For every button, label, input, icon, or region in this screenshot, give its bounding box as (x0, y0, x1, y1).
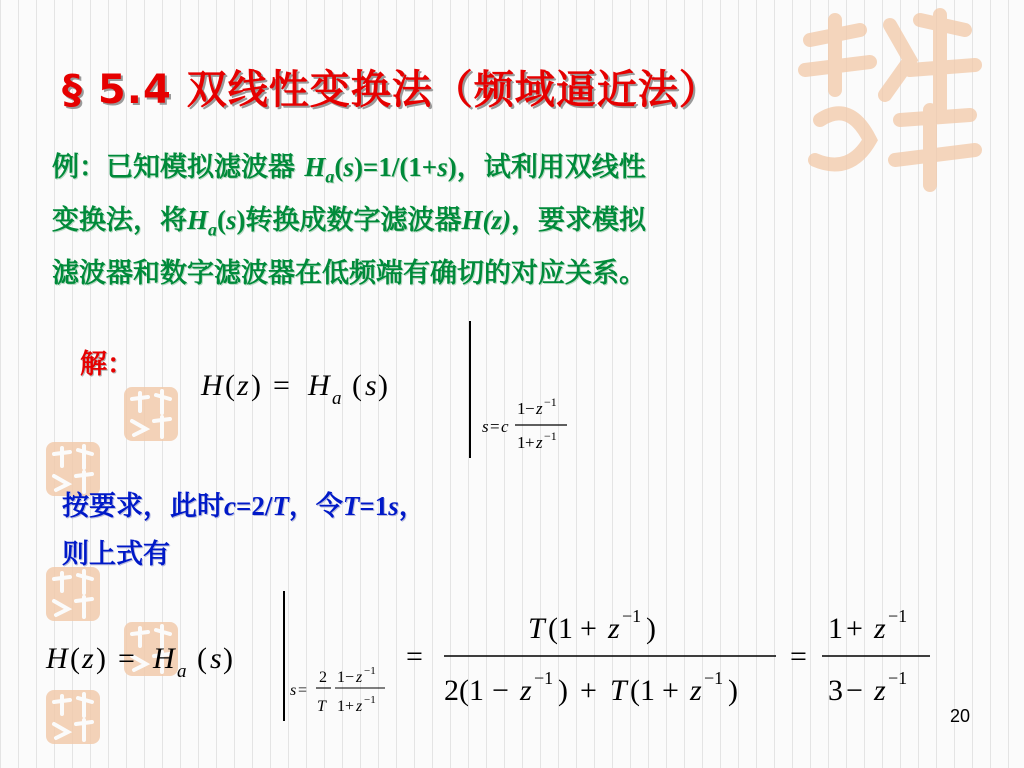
svg-text:s: s (210, 642, 222, 675)
svg-text:z: z (536, 399, 543, 418)
svg-text:(: ( (225, 369, 235, 402)
svg-text:2: 2 (319, 669, 327, 686)
svg-text:z: z (608, 612, 620, 645)
condition-text (62, 482, 426, 579)
svg-text:H: H (46, 642, 68, 675)
svg-text:−1: −1 (364, 694, 376, 706)
svg-text:): ) (646, 612, 656, 645)
svg-text:): ) (251, 369, 261, 402)
svg-text:+: + (345, 698, 355, 715)
svg-text:−: − (846, 674, 863, 707)
svg-text:c: c (501, 417, 509, 436)
svg-text:=: = (118, 642, 135, 675)
svg-text:−: − (492, 674, 509, 707)
svg-text:s: s (482, 417, 489, 436)
svg-text:=: = (273, 369, 290, 402)
svg-text:z: z (536, 433, 543, 452)
problem-line-2: 变换法，将$H_a(s)$转换成数字滤波器H(z)，要求模拟 (52, 205, 647, 240)
svg-text:(1: (1 (630, 674, 655, 707)
slide-title: § 5.4 双线性变换法（频域逼近法） (62, 67, 720, 113)
svg-text:T: T (317, 698, 326, 715)
svg-text:3: 3 (828, 674, 843, 707)
svg-text:H: H (153, 642, 175, 675)
svg-text:(: ( (70, 642, 80, 675)
svg-text:−: − (345, 669, 355, 686)
svg-text:=: = (790, 640, 807, 673)
svg-text:+: + (580, 612, 597, 645)
equation-bilinear-general (195, 318, 615, 463)
svg-text:s: s (290, 682, 297, 699)
svg-text:=: = (298, 682, 308, 699)
svg-text:z: z (356, 669, 363, 686)
svg-text:−1: −1 (534, 668, 554, 688)
svg-text:−1: −1 (364, 665, 376, 677)
svg-text:z: z (874, 612, 886, 645)
svg-text:−1: −1 (544, 395, 557, 409)
svg-text:−1: −1 (888, 606, 908, 626)
svg-text:z: z (874, 674, 886, 707)
svg-text:(: ( (352, 369, 362, 402)
svg-text:+: + (846, 612, 863, 645)
svg-text:+: + (662, 674, 679, 707)
svg-text:+: + (580, 674, 597, 707)
svg-text:): ) (223, 642, 233, 675)
svg-text:−1: −1 (622, 606, 642, 626)
svg-text:H: H (308, 369, 330, 402)
svg-text:): ) (558, 674, 568, 707)
svg-text:=: = (406, 640, 423, 673)
svg-text:): ) (728, 674, 738, 707)
svg-text:1: 1 (337, 698, 345, 715)
svg-text:T: T (610, 674, 627, 707)
svg-text:): ) (96, 642, 106, 675)
svg-text:a: a (332, 388, 342, 409)
svg-text:1: 1 (337, 669, 345, 686)
svg-text:=: = (490, 417, 500, 436)
svg-text:(1: (1 (548, 612, 573, 645)
svg-text:a: a (177, 661, 187, 682)
seal-icon (122, 385, 180, 443)
svg-text:(: ( (197, 642, 207, 675)
page-number: 20 (949, 706, 970, 726)
svg-text:1: 1 (828, 612, 843, 645)
eq1-H: H (201, 369, 223, 402)
svg-text:): ) (378, 369, 388, 402)
condition-line-1: 按要求，此时c=2/T，令T=1s， (62, 491, 426, 522)
svg-text:2(1: 2(1 (444, 674, 484, 707)
condition-line-2: 则上式有 (62, 539, 170, 570)
problem-statement (52, 145, 952, 296)
svg-text:−1: −1 (544, 429, 557, 443)
svg-text:1: 1 (517, 399, 526, 418)
svg-text:1: 1 (517, 433, 526, 452)
solution-label: 解： (80, 349, 134, 380)
svg-text:z: z (690, 674, 702, 707)
problem-line-3: 滤波器和数字滤波器在低频端有确切的对应关系。 (52, 257, 646, 289)
svg-text:z: z (356, 698, 363, 715)
svg-text:+: + (525, 433, 535, 452)
svg-text:z: z (82, 642, 94, 675)
svg-text:−1: −1 (888, 668, 908, 688)
svg-text:−: − (525, 399, 535, 418)
svg-text:z: z (237, 369, 249, 402)
svg-text:−1: −1 (704, 668, 724, 688)
problem-line-1: 例：已知模拟滤波器 $H_a(s)=1/(1+s)$，试利用双线性 (52, 152, 646, 187)
svg-text:T: T (528, 612, 545, 645)
svg-text:z: z (520, 674, 532, 707)
svg-text:s: s (365, 369, 377, 402)
equation-bilinear-result (40, 588, 950, 728)
